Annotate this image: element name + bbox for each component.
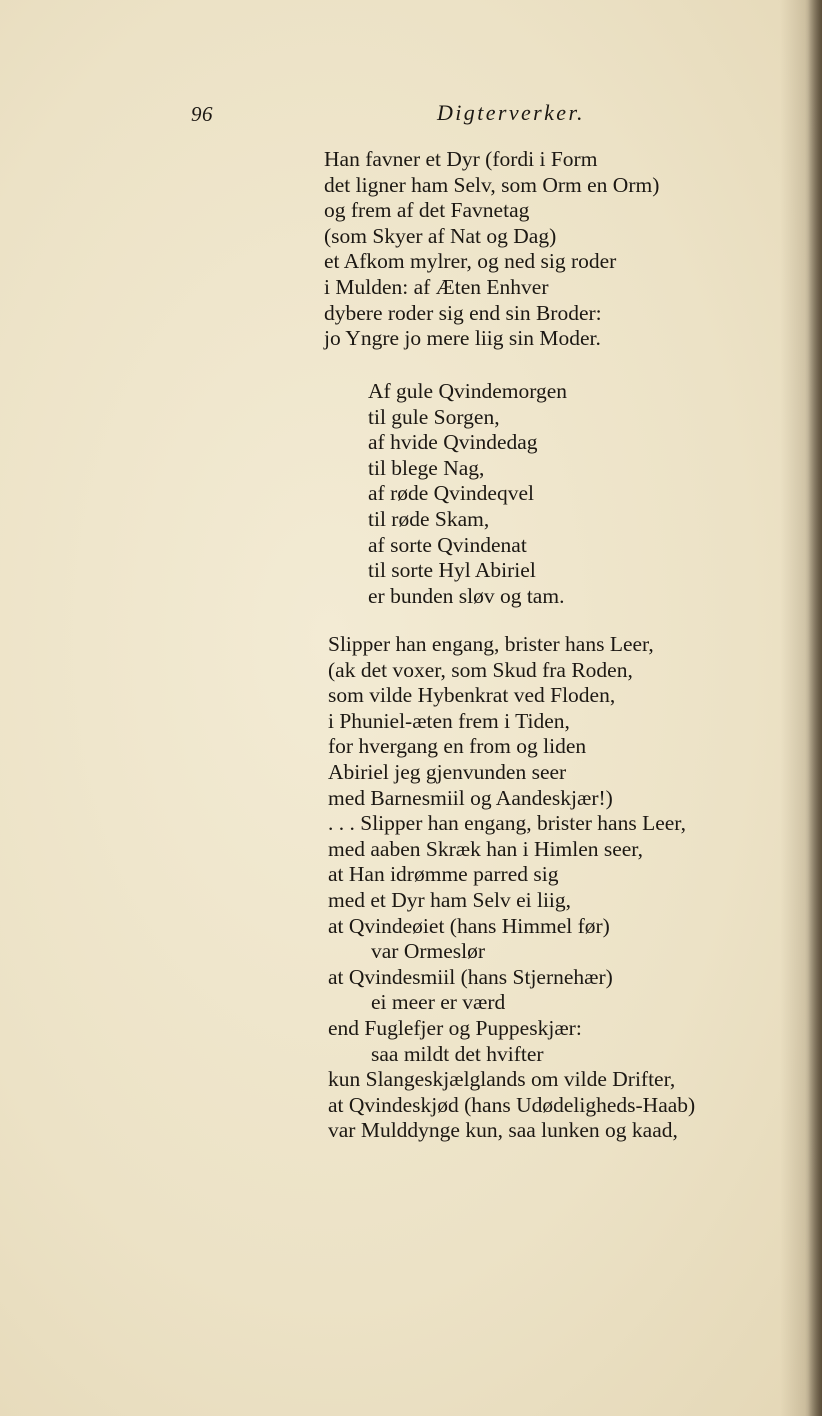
poem-line-indented: saa mildt det hvifter <box>371 1041 544 1066</box>
poem-line-indented: ei meer er værd <box>371 990 506 1015</box>
poem-line: og frem af det Favnetag <box>324 198 530 223</box>
poem-line: . . . Slipper han engang, brister hans Leer, <box>328 811 686 836</box>
running-title: Digterverker. <box>437 100 585 125</box>
page-number: 96 <box>191 102 213 126</box>
poem-line: (som Skyer af Nat og Dag) <box>324 223 557 248</box>
poem-line: i Mulden: af Æten Enhver <box>324 274 549 299</box>
poem-line: af sorte Qvindenat <box>368 532 527 557</box>
poem-line: er bunden sløv og tam. <box>368 583 565 608</box>
poem-line: det ligner ham Selv, som Orm en Orm) <box>324 172 660 197</box>
poem-line: Slipper han engang, brister hans Leer, <box>328 632 654 656</box>
page-header <box>0 98 822 130</box>
poem-line: et Afkom mylrer, og ned sig roder <box>324 249 617 274</box>
poem-line: (ak det voxer, som Skud fra Roden, <box>328 657 633 682</box>
poem-line: at Qvindesmiil (hans Stjernehær) <box>328 964 613 989</box>
poem-line: at Han idrømme parred sig <box>328 862 559 887</box>
poem-line: jo Yngre jo mere liig sin Moder. <box>324 326 601 351</box>
poem-line: af røde Qvindeqvel <box>368 481 534 506</box>
poem-line: med et Dyr ham Selv ei liig, <box>328 887 572 912</box>
poem-line: kun Slangeskjælglands om vilde Drifter, <box>328 1067 676 1092</box>
poem-line: at Qvindeøiet (hans Himmel før) <box>328 913 610 938</box>
poem-line: for hvergang en from og liden <box>328 734 587 759</box>
poem-line: var Mulddynge kun, saa lunken og kaad, <box>328 1118 678 1143</box>
poem-line: Af gule Qvindemorgen <box>368 379 568 403</box>
poem-line: til røde Skam, <box>368 506 490 531</box>
stanza-2 <box>368 379 567 609</box>
poem-line: end Fuglefjer og Puppeskjær: <box>328 1015 582 1040</box>
page-edge-shadow <box>808 0 822 1416</box>
poem-line: dybere roder sig end sin Broder: <box>324 300 602 325</box>
poem-line: som vilde Hybenkrat ved Floden, <box>328 683 616 708</box>
poem-line: til sorte Hyl Abiriel <box>368 558 536 583</box>
poem-line: i Phuniel-æten frem i Tiden, <box>328 708 570 733</box>
poem-line: Han favner et Dyr (fordi i Form <box>324 147 598 171</box>
stanza-3 <box>328 632 695 1144</box>
poem-line: med aaben Skræk han i Himlen seer, <box>328 836 643 861</box>
poem-line: med Barnesmiil og Aandeskjær!) <box>328 785 613 810</box>
poem-line: af hvide Qvindedag <box>368 430 538 455</box>
poem-line-indented: var Ormeslør <box>371 939 486 964</box>
stanza-1 <box>324 147 659 352</box>
poem-line: til gule Sorgen, <box>368 404 500 429</box>
poem-line: Abiriel jeg gjenvunden seer <box>328 759 567 784</box>
poem-line: til blege Nag, <box>368 455 485 480</box>
poem-line: at Qvindeskjød (hans Udødeligheds-Haab) <box>328 1092 696 1117</box>
